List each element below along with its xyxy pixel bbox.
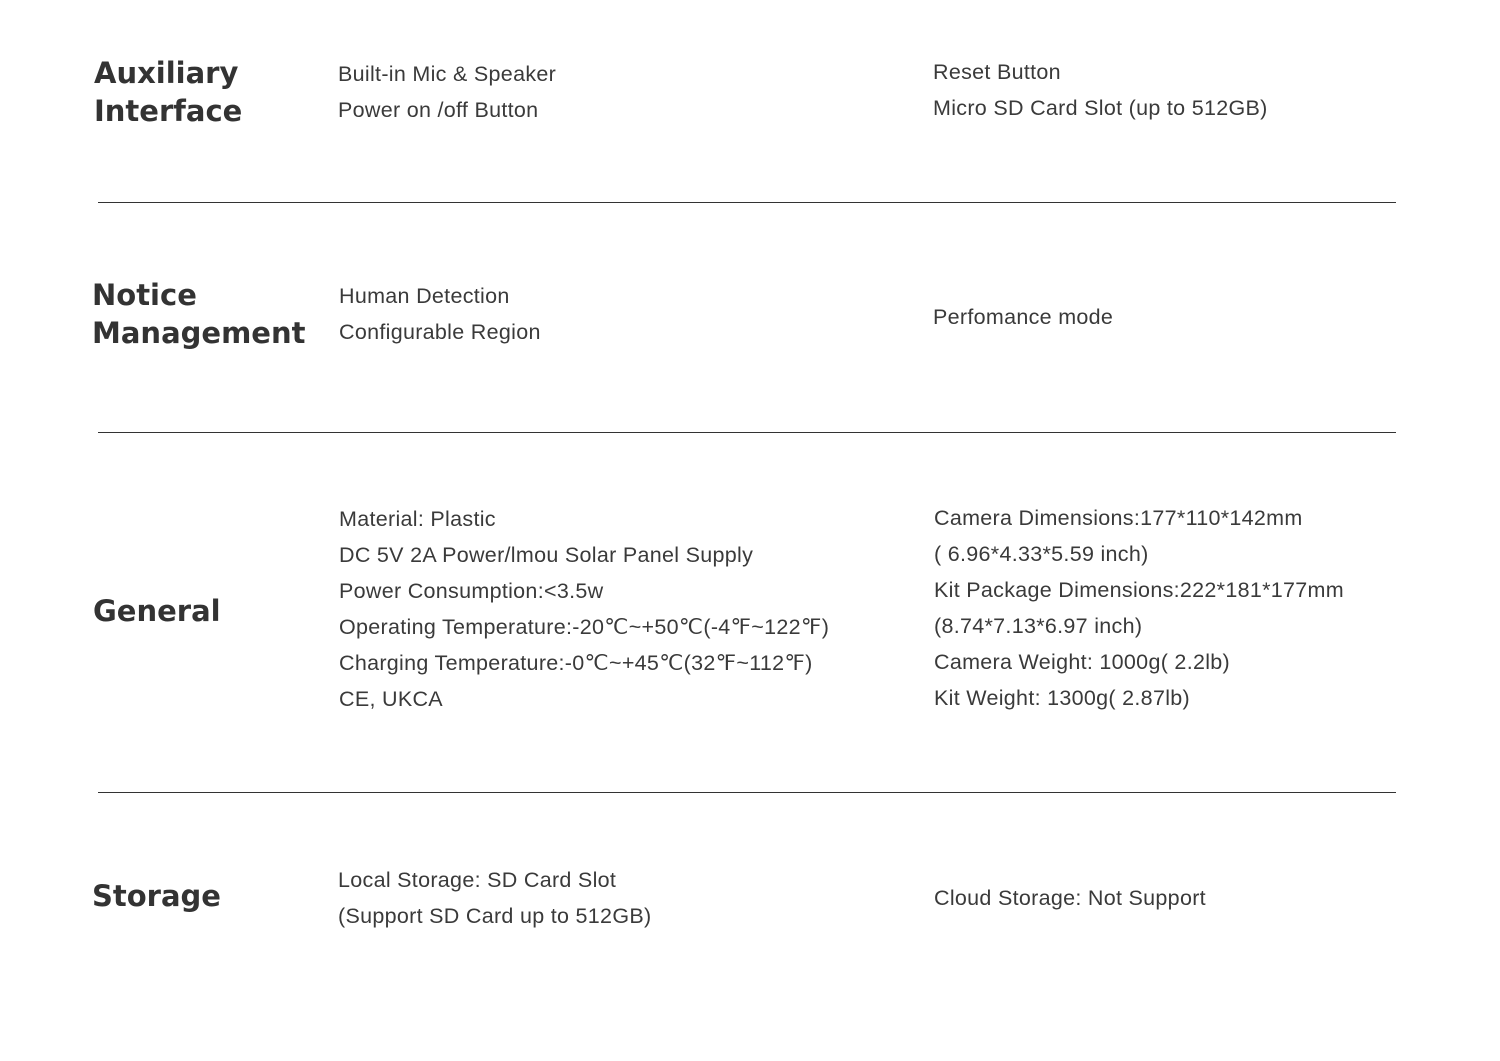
- section-divider: [98, 202, 1396, 203]
- spec-item: Kit Package Dimensions:222*181*177mm: [934, 578, 1344, 602]
- spec-list-right: [934, 500, 1344, 716]
- spec-list-left: [339, 501, 829, 717]
- section-title: [94, 54, 242, 130]
- spec-item: ( 6.96*4.33*5.59 inch): [934, 542, 1149, 566]
- spec-item: DC 5V 2A Power/lmou Solar Panel Supply: [339, 543, 754, 567]
- section-divider: [98, 792, 1396, 793]
- spec-item: Material: Plastic: [339, 507, 496, 531]
- spec-item: CE, UKCA: [339, 687, 443, 711]
- spec-item: Kit Weight: 1300g( 2.87lb): [934, 686, 1190, 710]
- spec-item: Power on /off Button: [338, 98, 539, 122]
- section-title: [92, 877, 221, 915]
- spec-item: Reset Button: [933, 60, 1061, 84]
- spec-list-left: [338, 56, 556, 128]
- spec-item: Local Storage: SD Card Slot: [338, 868, 617, 892]
- section-title-line: Storage: [92, 879, 221, 913]
- spec-list-left: [339, 278, 541, 350]
- spec-item: (Support SD Card up to 512GB): [338, 904, 652, 928]
- section-title-line: Interface: [94, 94, 243, 128]
- spec-item: Camera Weight: 1000g( 2.2lb): [934, 650, 1231, 674]
- spec-list-right: [934, 880, 1206, 916]
- spec-item: Built-in Mic & Speaker: [338, 62, 557, 86]
- spec-list-left: [338, 862, 651, 934]
- section-title: [92, 276, 305, 352]
- spec-item: Perfomance mode: [933, 305, 1114, 329]
- section-divider: [98, 432, 1396, 433]
- section-title-line: Auxiliary: [94, 56, 239, 90]
- section-title-line: Management: [92, 316, 306, 350]
- spec-item: Cloud Storage: Not Support: [934, 886, 1206, 910]
- spec-item: Micro SD Card Slot (up to 512GB): [933, 96, 1268, 120]
- spec-list-right: [933, 299, 1113, 335]
- spec-item: (8.74*7.13*6.97 inch): [934, 614, 1143, 638]
- section-title: [93, 592, 221, 630]
- spec-list-right: [933, 54, 1268, 126]
- spec-item: Power Consumption:<3.5w: [339, 579, 604, 603]
- spec-item: Camera Dimensions:177*110*142mm: [934, 506, 1303, 530]
- section-title-line: Notice: [92, 278, 197, 312]
- spec-item: Charging Temperature:-0℃~+45℃(32℉~112℉): [339, 651, 813, 675]
- spec-item: Configurable Region: [339, 320, 541, 344]
- spec-item: Operating Temperature:-20℃~+50℃(-4℉~122℉): [339, 615, 830, 639]
- spec-item: Human Detection: [339, 284, 510, 308]
- section-title-line: General: [93, 594, 221, 628]
